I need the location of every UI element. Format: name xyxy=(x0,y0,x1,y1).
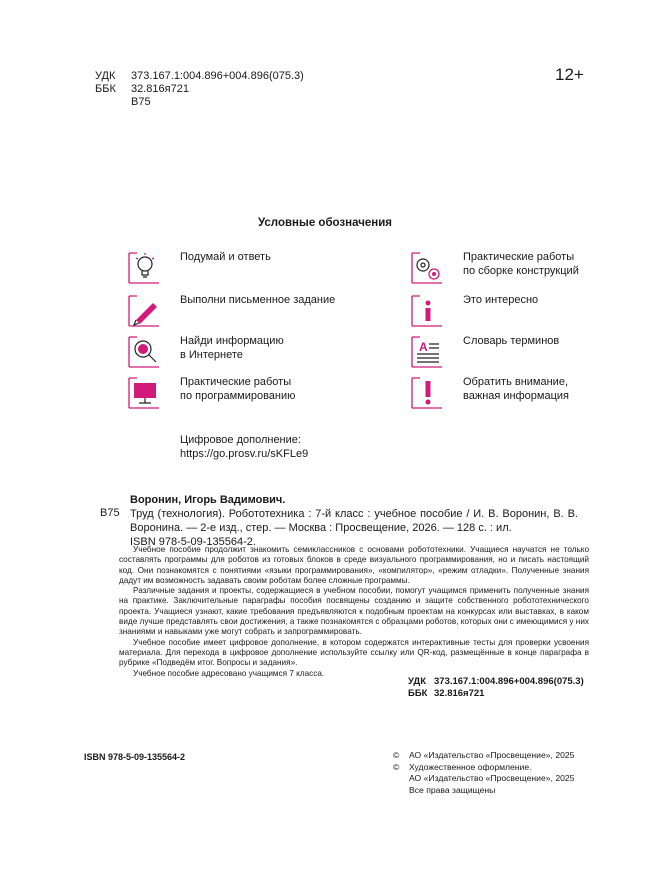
info-icon xyxy=(410,293,444,327)
svg-text:A: A xyxy=(419,340,428,354)
annotation-paragraph: Различные задания и проекты, содержащиеся в учебном пособии, помогут учащимся применить полученные знания на практике. Заключительные параграфы пособия посвящены созданию и защите собственного робототехнического проекта. Учащиеся узнают, какие требования предъявляются к подобным проектам на конкурсах или выставках, в каком виде лучше представлять свои достижения, а также познакомятся с образцами роботов, которых они с имеющимися у них знаниями и навыками уже могут собрать и запрограммировать. xyxy=(119,586,589,637)
age-rating: 12+ xyxy=(555,65,584,84)
biblio-text: Труд (технология). Робототехника : 7-й класс : учебное пособие / И. В. Воронин, В. В. Воронина. — 2-е изд., стер. — Москва : Просвещение, 2026. — 128 с. : ил. xyxy=(130,508,578,534)
annotation-paragraph: Учебное пособие продолжит знакомить семиклассников с основами робототехники. Учащиеся научатся не только составлять программы для роботов из готовых блоков в среде визуального программирования, но и писать настоящий код. Они познакомятся с понятиями «языки программирования», «компилятор», «режим отладки». Полученные знания дадут им возможность задавать своим роботам более сложные программы. xyxy=(119,545,589,585)
dictionary-icon xyxy=(410,334,444,368)
footer-udk-block xyxy=(408,676,584,700)
legend xyxy=(0,0,650,420)
legend-item-think: Подумай и ответь xyxy=(180,251,271,263)
copyright-block xyxy=(393,750,574,796)
footer-udk-label: УДК xyxy=(408,676,426,687)
footer-udk-value: 373.167.1:004.896+004.896(075.3) xyxy=(434,676,584,687)
copyright-line: АО «Издательство «Просвещение», 2025 xyxy=(409,750,575,760)
annotation xyxy=(119,545,589,679)
legend-item-construction: Практические работы по сборке конструкций xyxy=(463,251,579,277)
footer-bbk-label: ББК xyxy=(408,688,428,699)
rights-line: Все права защищены xyxy=(409,784,496,795)
bbk-label: ББК xyxy=(95,83,116,95)
legend-item-interesting: Это интересно xyxy=(463,294,539,306)
bbk-value: 32.816я721 xyxy=(131,83,189,95)
copyright-line: Художественное оформление. xyxy=(409,761,532,772)
exclamation-icon xyxy=(410,375,444,409)
legend-title: Условные обозначения xyxy=(257,217,392,229)
copyright-symbol: © xyxy=(393,750,400,760)
author-name: Воронин, Игорь Вадимович. xyxy=(130,494,286,506)
monitor-icon xyxy=(127,375,161,409)
footer-bbk-value: 32.816я721 xyxy=(434,688,485,699)
digital-url[interactable]: https://go.prosv.ru/sKFLe9 xyxy=(180,448,309,460)
legend-item-programming: Практические работы по программированию xyxy=(180,376,296,402)
library-code: В75 xyxy=(100,507,120,519)
footer-isbn: ISBN 978-5-09-135564-2 xyxy=(84,752,186,762)
copyright-symbol: © xyxy=(393,761,400,772)
udk-value: 373.167.1:004.896+004.896(075.3) xyxy=(131,70,304,82)
gears-icon xyxy=(410,250,444,284)
legend-item-attention: Обратить внимание, важная информация xyxy=(463,376,569,402)
pencil-icon xyxy=(127,293,161,327)
digital-supplement xyxy=(180,433,308,461)
legend-item-write: Выполни письменное задание xyxy=(180,294,336,306)
author-code: В75 xyxy=(131,96,151,108)
annotation-paragraph: Учебное пособие адресовано учащимся 7 класса. xyxy=(133,668,325,678)
magnifier-icon xyxy=(127,334,161,368)
lightbulb-icon xyxy=(127,250,161,284)
digital-label: Цифровое дополнение: xyxy=(180,434,301,446)
udk-label: УДК xyxy=(95,70,116,82)
legend-item-search: Найди информацию в Интернете xyxy=(180,335,284,361)
legend-item-dictionary: Словарь терминов xyxy=(463,335,560,347)
copyright-line: АО «Издательство «Просвещение», 2025 xyxy=(409,773,575,783)
biblio-isbn: ISBN 978-5-09-135564-2. xyxy=(130,536,256,548)
annotation-paragraph: Учебное пособие имеет цифровое дополнение, в котором содержатся интерактивные тесты для проверки усвоения материала. Для перехода в цифровое дополнение используйте ссылку или QR-код, размещённые в конце параграфа в рубрике «Подведём итог. Вопросы и задания». xyxy=(119,637,589,668)
bibliographic-description xyxy=(130,507,578,549)
